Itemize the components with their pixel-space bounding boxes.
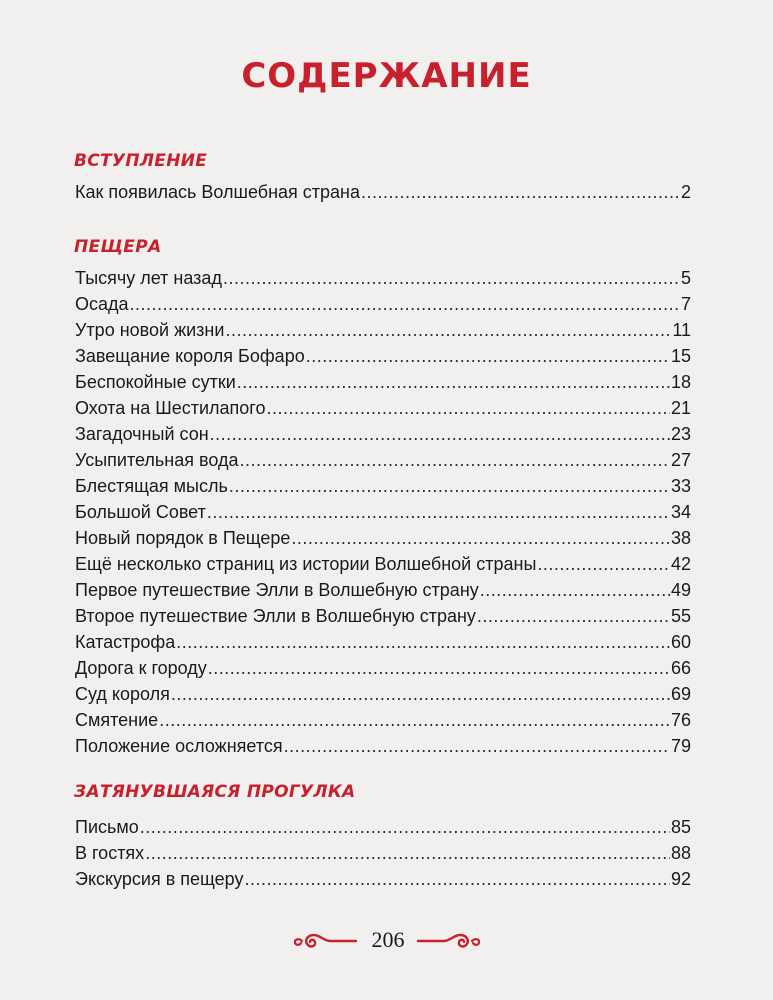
toc-entry-title: Завещание короля Бофаро (75, 346, 305, 366)
toc-leader-dots (208, 656, 670, 680)
toc-entry-page: 34 (670, 502, 691, 522)
toc-entry[interactable] (75, 578, 691, 602)
toc-leader-dots (266, 396, 669, 420)
toc-entry-page: 92 (670, 869, 691, 889)
toc-entry-page: 7 (680, 294, 691, 314)
toc-entry-page: 69 (670, 684, 691, 704)
toc-entry[interactable] (75, 630, 691, 654)
toc-entry-title: Беспокойные сутки (75, 372, 236, 392)
toc-entry[interactable] (75, 734, 691, 758)
toc-leader-dots (291, 526, 670, 550)
section-heading-walk: ЗАТЯНУВШАЯСЯ ПРОГУЛКА (74, 782, 356, 802)
toc-entry-title: Второе путешествие Элли в Волшебную страну (75, 606, 476, 626)
toc-entry-page: 76 (670, 710, 691, 730)
toc-leader-dots (480, 578, 670, 602)
toc-entry-page: 79 (670, 736, 691, 756)
toc-leader-dots (244, 867, 670, 891)
toc-entry[interactable] (75, 682, 691, 706)
toc-entry-title: Катастрофа (75, 632, 176, 652)
toc-entry-title: Суд короля (75, 684, 170, 704)
toc-leader-dots (477, 604, 670, 628)
toc-entry-title: Первое путешествие Элли в Волшебную страну (75, 580, 479, 600)
toc-entry-title: В гостях (75, 843, 145, 863)
toc-leader-dots (284, 734, 670, 758)
toc-leader-dots (306, 344, 670, 368)
toc-entry-page: 55 (670, 606, 691, 626)
toc-entry[interactable] (75, 867, 691, 891)
toc-entry-page: 66 (670, 658, 691, 678)
toc-entry-page: 15 (670, 346, 691, 366)
toc-leader-dots (130, 292, 680, 316)
toc-leader-dots (229, 474, 670, 498)
toc-entry[interactable] (75, 292, 691, 316)
toc-leader-dots (210, 422, 670, 446)
toc-entry[interactable] (75, 396, 691, 420)
toc-entry-page: 88 (670, 843, 691, 863)
toc-entry[interactable] (75, 708, 691, 732)
toc-entry-page: 5 (680, 268, 691, 288)
toc-entry-page: 38 (670, 528, 691, 548)
toc-leader-dots (207, 500, 670, 524)
toc-entry-title: Экскурсия в пещеру (75, 869, 244, 889)
toc-entry-title: Дорога к городу (75, 658, 207, 678)
toc-entry-title: Утро новой жизни (75, 320, 225, 340)
toc-entry[interactable] (75, 841, 691, 865)
toc-entry-page: 21 (670, 398, 691, 418)
toc-entry-title: Ещё несколько страниц из истории Волшебной страны (75, 554, 537, 574)
toc-entry[interactable] (75, 318, 691, 342)
toc-leader-dots (237, 370, 670, 394)
toc-entry-title: Охота на Шестилапого (75, 398, 266, 418)
toc-entry-title: Положение осложняется (75, 736, 283, 756)
toc-entry-page: 11 (672, 320, 691, 340)
toc-entry-title: Осада (75, 294, 129, 314)
toc-entry-page: 42 (670, 554, 691, 574)
toc-leader-dots (240, 448, 670, 472)
toc-leader-dots (225, 318, 671, 342)
toc-entry-page: 85 (670, 817, 691, 837)
toc-leader-dots (171, 682, 670, 706)
toc-entry-page: 49 (670, 580, 691, 600)
toc-leader-dots (140, 815, 670, 839)
toc-entry-page: 23 (670, 424, 691, 444)
toc-entry[interactable] (75, 815, 691, 839)
toc-leader-dots (361, 180, 680, 204)
toc-entry[interactable] (75, 448, 691, 472)
page-footer (0, 925, 773, 955)
toc-entry[interactable] (75, 422, 691, 446)
toc-entry-title: Тысячу лет назад (75, 268, 222, 288)
toc-leader-dots (159, 708, 670, 732)
toc-entry-page: 60 (670, 632, 691, 652)
toc-entry[interactable] (75, 500, 691, 524)
toc-leader-dots (145, 841, 670, 865)
toc-entry[interactable] (75, 474, 691, 498)
left-ornament-icon (292, 931, 358, 951)
toc-leader-dots (223, 266, 680, 290)
toc-entry-title: Загадочный сон (75, 424, 209, 444)
toc-entry[interactable] (75, 526, 691, 550)
toc-entry-title: Усыпительная вода (75, 450, 239, 470)
toc-entry[interactable] (75, 552, 691, 576)
toc-entry-title: Большой Совет (75, 502, 206, 522)
toc-entry[interactable] (75, 266, 691, 290)
toc-entry-page: 18 (670, 372, 691, 392)
right-ornament-icon (416, 931, 482, 951)
section-heading-cave: ПЕЩЕРА (74, 237, 162, 257)
section-heading-intro: ВСТУПЛЕНИЕ (74, 151, 208, 171)
toc-entry-page: 27 (670, 450, 691, 470)
toc-entry-title: Письмо (75, 817, 139, 837)
page-title: СОДЕРЖАНИЕ (241, 56, 532, 96)
toc-entry-title: Блестящая мысль (75, 476, 228, 496)
toc-entry[interactable] (75, 604, 691, 628)
toc-entry-title: Новый порядок в Пещере (75, 528, 291, 548)
toc-leader-dots (176, 630, 670, 654)
toc-entry-page: 33 (670, 476, 691, 496)
toc-entry-page: 2 (680, 182, 691, 202)
toc-entry-title: Как появилась Волшебная страна (75, 182, 360, 202)
toc-entry[interactable] (75, 370, 691, 394)
toc-entry[interactable] (75, 656, 691, 680)
toc-leader-dots (537, 552, 670, 576)
toc-entry-title: Смятение (75, 710, 159, 730)
toc-entry[interactable] (75, 344, 691, 368)
toc-entry[interactable] (75, 180, 691, 204)
page-number: 206 (371, 927, 405, 952)
